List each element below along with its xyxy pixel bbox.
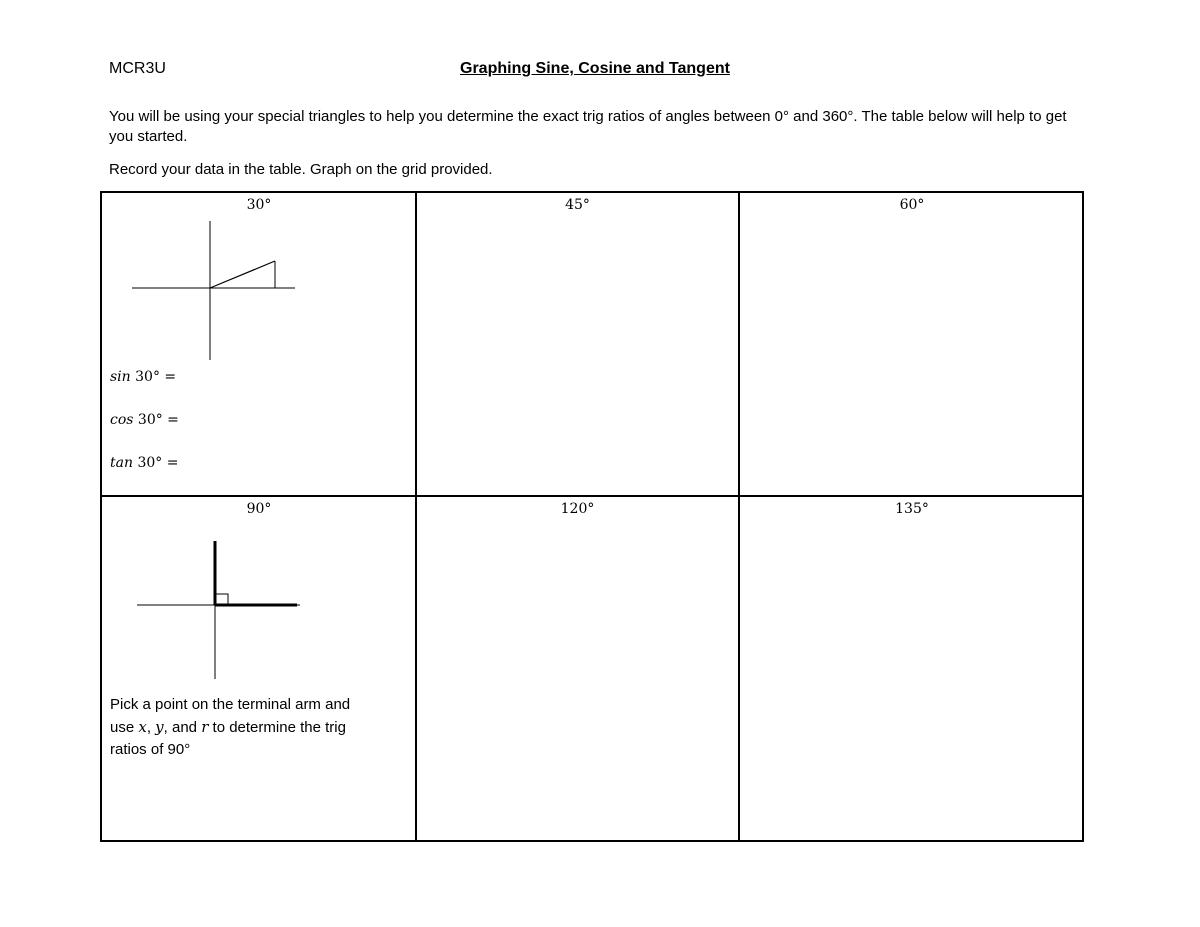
angle-label: 45° bbox=[565, 197, 590, 213]
function-argument: 30° = bbox=[133, 455, 179, 471]
variable-y: y bbox=[155, 718, 164, 736]
table-cell-90 bbox=[102, 497, 416, 842]
table-cell-60 bbox=[740, 193, 1084, 496]
terminal-arm-instruction bbox=[110, 694, 400, 761]
tan-30-line bbox=[110, 455, 178, 471]
angle-label: 60° bbox=[899, 197, 925, 213]
function-argument: 30° = bbox=[133, 412, 179, 428]
page-title: Graphing Sine, Cosine and Tangent bbox=[460, 60, 730, 77]
instruction-text: , and bbox=[163, 719, 202, 736]
table-cell-135 bbox=[740, 497, 1084, 842]
intro-paragraph: You will be using your special triangles to help you determine the exact trig ratios of angles between 0° and 360°. The table below will help to get you started. bbox=[109, 108, 1067, 145]
angle-table bbox=[100, 191, 1084, 842]
function-name: cos bbox=[110, 412, 134, 428]
variable-r: r bbox=[201, 718, 209, 736]
angle-label: 30° bbox=[246, 197, 272, 213]
cos-30-line bbox=[110, 412, 179, 428]
instruction-text: , bbox=[146, 719, 156, 736]
function-name: sin bbox=[110, 369, 131, 385]
course-code: MCR3U bbox=[109, 60, 166, 77]
variable-x: x bbox=[138, 718, 147, 736]
instruction-text: Pick a point on the terminal arm and bbox=[110, 696, 351, 713]
angle-90-diagram bbox=[102, 497, 416, 842]
table-cell-120 bbox=[417, 497, 738, 842]
table-cell-45 bbox=[417, 193, 738, 496]
angle-label: 90° bbox=[246, 501, 272, 517]
function-name: tan bbox=[110, 455, 133, 471]
instruction-text: to determine the trig bbox=[208, 719, 346, 736]
angle-label: 120° bbox=[560, 501, 595, 517]
instruction-text: ratios of 90° bbox=[110, 741, 191, 758]
sin-30-line bbox=[110, 369, 176, 385]
instruction-text: use bbox=[110, 719, 139, 736]
function-argument: 30° = bbox=[130, 369, 177, 385]
record-instruction: Record your data in the table. Graph on the grid provided. bbox=[109, 161, 493, 178]
table-cell-30 bbox=[102, 193, 416, 496]
triangle-30-diagram bbox=[102, 193, 416, 496]
angle-label: 135° bbox=[895, 501, 929, 517]
